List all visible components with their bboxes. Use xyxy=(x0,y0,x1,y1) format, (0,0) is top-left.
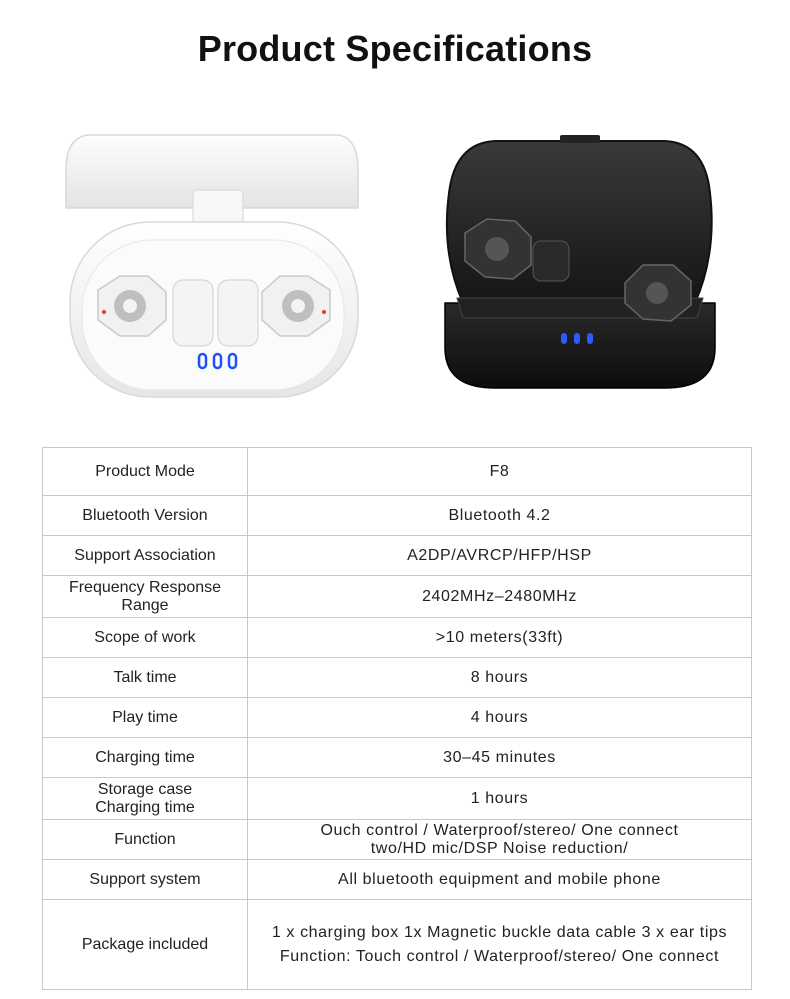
spec-row xyxy=(43,738,752,778)
spec-value: Bluetooth 4.2 xyxy=(248,496,752,536)
spec-row xyxy=(43,698,752,738)
specifications-table xyxy=(42,447,752,990)
spec-label: Bluetooth Version xyxy=(43,496,248,536)
spec-label-line: Frequency Response xyxy=(68,578,222,596)
spec-value: 1 hours xyxy=(248,778,752,820)
spec-value xyxy=(248,900,752,990)
spec-value: F8 xyxy=(248,448,752,496)
spec-value-line: 1 x charging box 1x Magnetic buckle data cable 3 x ear tips xyxy=(271,923,728,941)
right-earbud-dark xyxy=(625,265,691,321)
white-charging-case-image xyxy=(58,130,368,405)
spec-value: 8 hours xyxy=(248,658,752,698)
spec-row xyxy=(43,820,752,860)
spec-value: >10 meters(33ft) xyxy=(248,618,752,658)
spec-row xyxy=(43,900,752,990)
spec-value-line: two/HD mic/DSP Noise reduction/ xyxy=(370,839,629,857)
spec-label: Charging time xyxy=(43,738,248,778)
spec-row xyxy=(43,860,752,900)
product-images xyxy=(0,125,790,415)
spec-label-line: Range xyxy=(121,596,169,614)
spec-label: Talk time xyxy=(43,658,248,698)
spec-row xyxy=(43,778,752,820)
spec-row xyxy=(43,496,752,536)
spec-value: A2DP/AVRCP/HFP/HSP xyxy=(248,536,752,576)
spec-label: Function xyxy=(43,820,248,860)
spec-label xyxy=(43,576,248,618)
spec-label: Scope of work xyxy=(43,618,248,658)
spec-row xyxy=(43,536,752,576)
spec-row xyxy=(43,448,752,496)
spec-value: 30–45 minutes xyxy=(248,738,752,778)
spec-row xyxy=(43,576,752,618)
spec-row xyxy=(43,618,752,658)
spec-label-line: Charging time xyxy=(95,798,195,816)
spec-value xyxy=(248,820,752,860)
spec-label: Support Association xyxy=(43,536,248,576)
battery-indicator-leds-dark xyxy=(561,333,593,344)
spec-label: Package included xyxy=(43,900,248,990)
spec-value-line: Ouch control / Waterproof/stereo/ One connect xyxy=(320,821,679,839)
spec-value: 4 hours xyxy=(248,698,752,738)
spec-label: Product Mode xyxy=(43,448,248,496)
page-title: Product Specifications xyxy=(197,28,593,69)
black-charging-case-image xyxy=(435,133,725,398)
spec-row xyxy=(43,658,752,698)
spec-value: All bluetooth equipment and mobile phone xyxy=(248,860,752,900)
spec-label: Play time xyxy=(43,698,248,738)
spec-label: Support system xyxy=(43,860,248,900)
spec-label-line: Storage case xyxy=(97,780,193,798)
spec-label xyxy=(43,778,248,820)
spec-value-line: Function: Touch control / Waterproof/stereo/ One connect xyxy=(279,947,720,965)
spec-value: 2402MHz–2480MHz xyxy=(248,576,752,618)
